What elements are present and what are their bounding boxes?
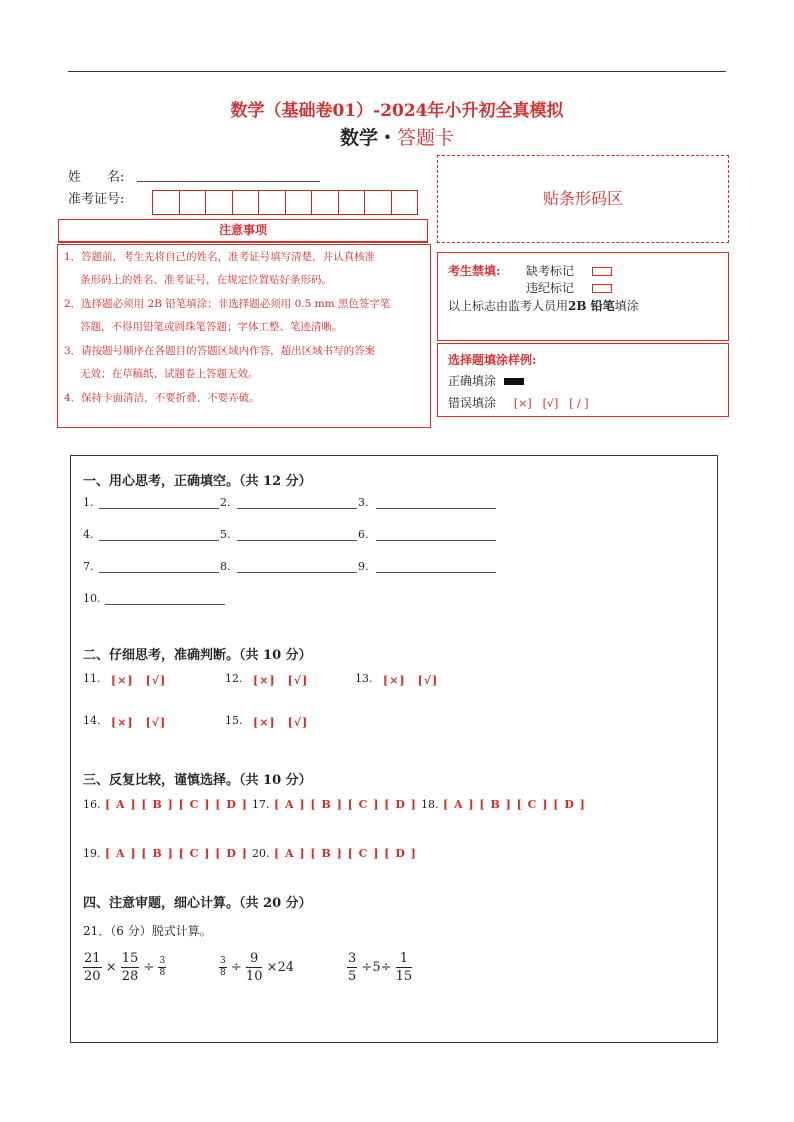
fill-q9-blank[interactable] xyxy=(376,572,496,573)
expression-middle: ÷5÷ xyxy=(361,960,392,975)
fill-q4-blank[interactable] xyxy=(99,540,219,541)
expression-tail: ×24 xyxy=(266,960,295,975)
section-2-title: 二、仔细思考，准确判断。（共 10 分） xyxy=(83,648,312,663)
judge-q14-options[interactable]: [×] [√] xyxy=(111,716,167,729)
violation-mark-box[interactable] xyxy=(592,284,612,293)
notice-line: 条形码上的姓名、准考证号，在规定位置贴好条形码。 xyxy=(80,274,332,286)
notice-line: 答题，不得用铅笔或圆珠笔答题；字体工整、笔迹清晰。 xyxy=(80,321,343,333)
judge-q11-number: 11. xyxy=(83,672,101,685)
fraction: $\frac{9}{10}$ xyxy=(245,951,263,984)
absent-label: 缺考标记 xyxy=(526,264,575,278)
absent-mark-box[interactable] xyxy=(592,267,612,276)
fill-q5-blank[interactable] xyxy=(237,540,357,541)
choice-q17-options[interactable]: [ A ] [ B ] [ C ] [ D ] xyxy=(274,798,417,811)
fraction: $\frac{15}{28}$ xyxy=(121,951,139,984)
judge-q13-options[interactable]: [×] [√] xyxy=(383,674,439,687)
choice-q20-options[interactable]: [ A ] [ B ] [ C ] [ D ] xyxy=(274,847,417,860)
fraction: $\frac{21}{20}$ xyxy=(84,951,101,984)
fill-q3-number: 3. xyxy=(358,496,369,509)
fill-q10-blank[interactable] xyxy=(105,604,225,605)
fill-q7-number: 7. xyxy=(83,560,94,573)
judge-q12-number: 12. xyxy=(225,672,243,685)
sample-wrong-marks: [×] [√] [ / ] xyxy=(513,397,589,410)
filled-mark-icon xyxy=(504,378,524,385)
sample-correct-row xyxy=(448,372,524,389)
id-digit-box[interactable] xyxy=(206,191,233,214)
id-digit-box[interactable] xyxy=(312,191,339,214)
card-subtitle xyxy=(0,123,794,150)
fill-q1-blank[interactable] xyxy=(99,508,219,509)
judge-q13-number: 13. xyxy=(355,672,373,685)
notice-line: 4．保持卡面清洁，不要折叠、不要弄破。 xyxy=(64,392,260,404)
top-rule xyxy=(68,71,726,72)
absent-mark-row xyxy=(526,262,612,279)
exam-title: 数学（基础卷01）-2024年小升初全真模拟 xyxy=(230,101,564,121)
fraction: $\frac{3}{8}$ xyxy=(159,956,166,978)
sample-title: 选择题填涂样例: xyxy=(448,353,537,367)
fill-q8-number: 8. xyxy=(220,560,231,573)
fill-q7-blank[interactable] xyxy=(99,572,219,573)
notice-body xyxy=(57,244,431,428)
fraction: $\frac{3}{8}$ xyxy=(220,956,226,978)
choice-q19-number: 19. xyxy=(83,847,101,860)
fill-q8-blank[interactable] xyxy=(237,572,357,573)
fill-q2-number: 2. xyxy=(220,496,231,509)
notice-line: 2．选择题必须用 2B 铅笔填涂；非选择题必须用 0.5 mm 黑色签字笔 xyxy=(64,298,391,310)
fill-q6-blank[interactable] xyxy=(376,540,496,541)
calc-expression-1 xyxy=(83,950,166,985)
sample-correct-label: 正确填涂 xyxy=(448,374,497,388)
fill-q4-number: 4. xyxy=(83,528,94,541)
operator: ÷ xyxy=(143,960,155,975)
id-digit-box[interactable] xyxy=(286,191,313,214)
id-digit-box[interactable] xyxy=(365,191,392,214)
judge-q14-number: 14. xyxy=(83,714,101,727)
fraction: $\frac{1}{15}$ xyxy=(395,951,413,984)
examiner-only-box xyxy=(437,252,729,341)
notice-line: 1．答题前，考生先将自己的姓名，准考证号填写清楚，并认真核准 xyxy=(64,251,376,263)
fill-q9-number: 9. xyxy=(358,560,369,573)
id-digit-box[interactable] xyxy=(339,191,366,214)
subtitle-card: 答题卡 xyxy=(397,127,455,149)
choice-q19-options[interactable]: [ A ] [ B ] [ C ] [ D ] xyxy=(105,847,248,860)
calc-expression-3 xyxy=(347,950,412,985)
notice-box xyxy=(58,219,428,404)
barcode-area xyxy=(437,155,729,243)
id-digit-box[interactable] xyxy=(259,191,286,214)
forbid-label: 考生禁填: xyxy=(448,264,501,278)
judge-q12-options[interactable]: [×] [√] xyxy=(253,674,309,687)
barcode-label: 贴条形码区 xyxy=(542,189,623,208)
choice-q16-options[interactable]: [ A ] [ B ] [ C ] [ D ] xyxy=(105,798,248,811)
fill-q6-number: 6. xyxy=(358,528,369,541)
forbid-note xyxy=(448,297,639,314)
name-label: 姓 名: xyxy=(68,170,125,185)
section-4-title: 四、注意审题，细心计算。（共 20 分） xyxy=(83,896,312,911)
subtitle-subject: 数学・ xyxy=(339,127,397,149)
notice-line: 3．请按题号顺序在各题目的答题区域内作答，超出区域书写的答案 xyxy=(64,345,376,357)
choice-q17-number: 17. xyxy=(252,798,270,811)
operator: ÷ xyxy=(230,960,242,975)
choice-q18-number: 18. xyxy=(421,798,439,811)
fill-q10-number: 10. xyxy=(83,592,101,605)
forbid-note-bold: 2B 铅笔 xyxy=(568,299,615,313)
choice-q20-number: 20. xyxy=(252,847,270,860)
sample-wrong-row xyxy=(448,394,589,411)
id-digit-box[interactable] xyxy=(392,191,418,214)
sample-wrong-label: 错误填涂 xyxy=(448,396,497,410)
judge-q15-number: 15. xyxy=(225,714,243,727)
choice-q18-options[interactable]: [ A ] [ B ] [ C ] [ D ] xyxy=(443,798,586,811)
violation-label: 违纪标记 xyxy=(526,281,575,295)
forbid-note-post: 填涂 xyxy=(614,299,639,313)
id-digit-box[interactable] xyxy=(153,191,180,214)
choice-q16-number: 16. xyxy=(83,798,101,811)
fill-q1-number: 1. xyxy=(83,496,94,509)
name-field[interactable] xyxy=(137,181,320,182)
judge-q11-options[interactable]: [×] [√] xyxy=(111,674,167,687)
section-1-title: 一、用心思考，正确填空。（共 12 分） xyxy=(83,474,312,489)
answer-area xyxy=(70,455,718,1043)
judge-q15-options[interactable]: [×] [√] xyxy=(253,716,309,729)
calc-q21-prompt: 21．（6 分）脱式计算。 xyxy=(83,924,212,938)
fraction: $\frac{3}{5}$ xyxy=(348,951,357,984)
operator: × xyxy=(105,960,117,975)
fill-q3-blank[interactable] xyxy=(376,508,496,509)
violation-mark-row xyxy=(526,279,612,296)
id-label: 准考证号: xyxy=(68,192,125,207)
fill-sample-box xyxy=(437,343,729,417)
forbid-note-pre: 以上标志由监考人员用 xyxy=(448,299,569,313)
id-digit-box[interactable] xyxy=(180,191,207,214)
calc-expression-2 xyxy=(219,950,294,985)
fill-q5-number: 5. xyxy=(220,528,231,541)
id-digit-box[interactable] xyxy=(233,191,260,214)
notice-heading: 注意事项 xyxy=(59,220,427,242)
notice-line: 无效；在草稿纸、试题卷上答题无效。 xyxy=(80,368,259,380)
section-3-title: 三、反复比较，谨慎选择。（共 10 分） xyxy=(83,773,312,788)
exam-id-boxes[interactable] xyxy=(152,190,418,215)
fill-q2-blank[interactable] xyxy=(237,508,357,509)
